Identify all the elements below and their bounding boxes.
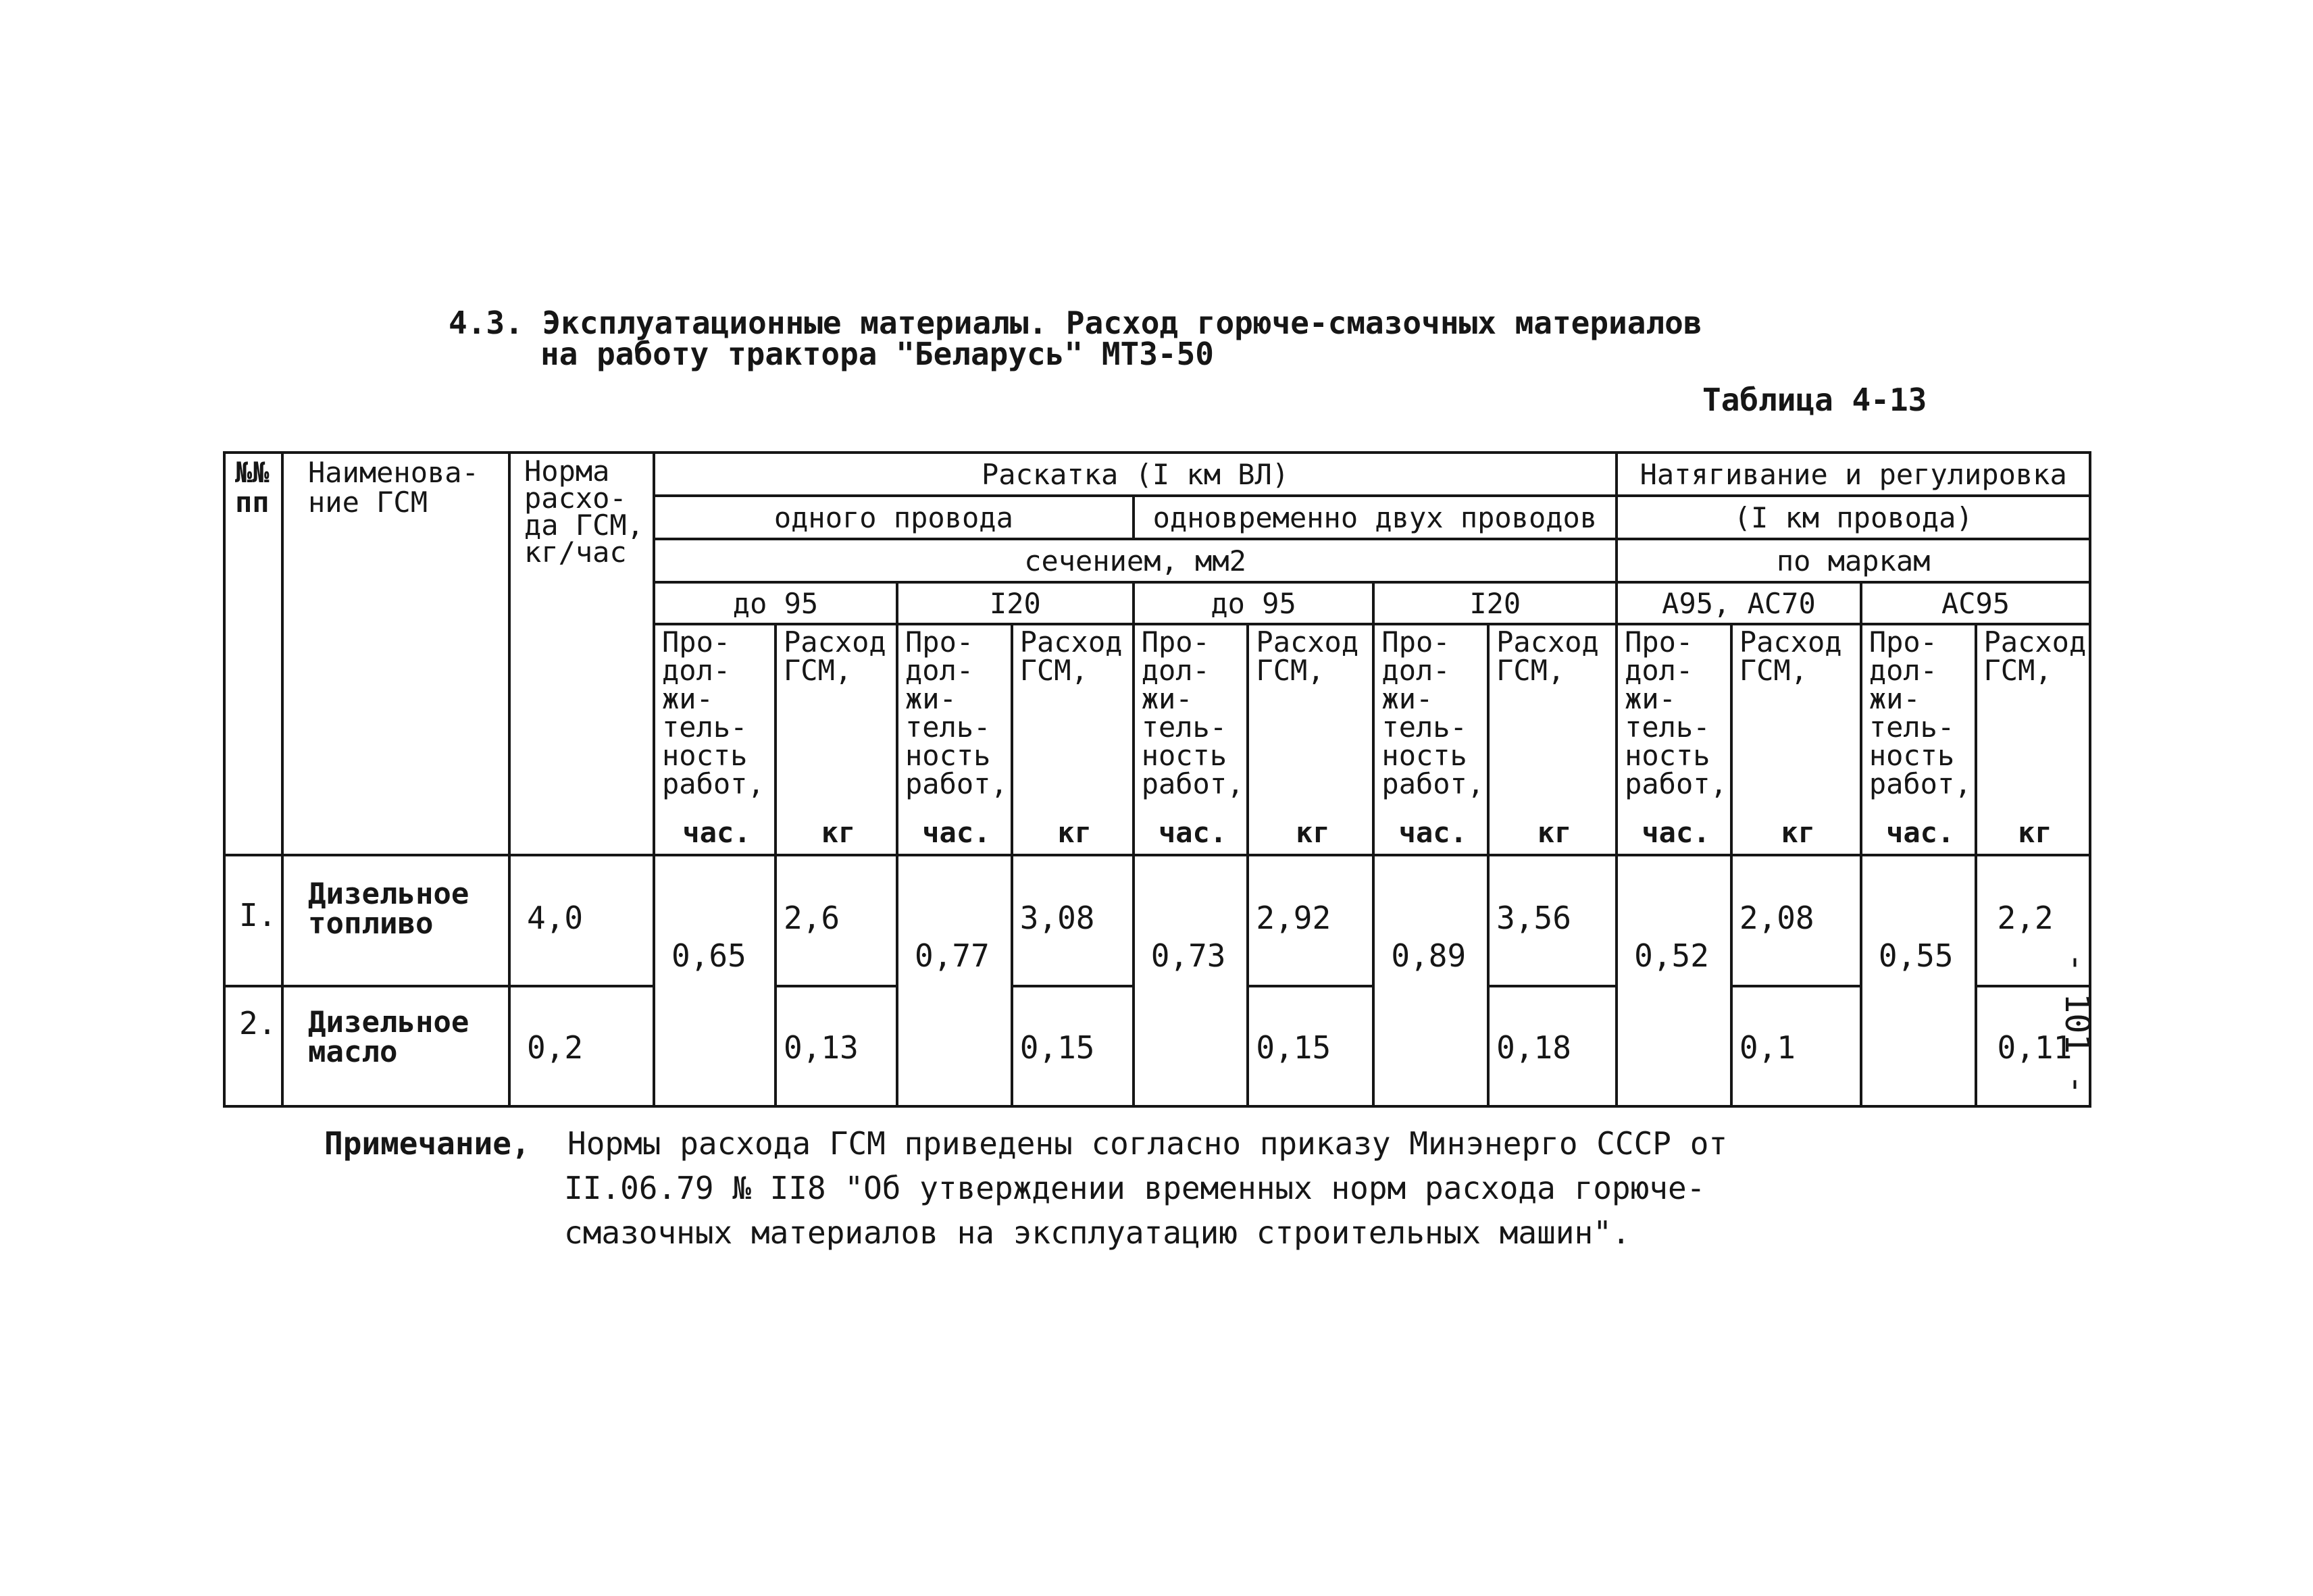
row-num: I. (224, 855, 282, 986)
header-brand-2: АС95 (1861, 582, 2090, 624)
row-norm: 0,2 (509, 986, 654, 1106)
header-consumption: Расход ГСМ, кг (1731, 624, 1861, 855)
note-line-3: смазочных материалов на эксплуатацию строительных машин". (564, 1214, 1631, 1251)
header-duration: Про- дол- жи- тель- ность работ, час. (1617, 624, 1731, 855)
header-consumption: Расход ГСМ, кг (1248, 624, 1373, 855)
header-name: Наименова- ние ГСМ (282, 453, 509, 855)
header-size-2: I20 (897, 582, 1134, 624)
consumption-value: 0,15 (1012, 986, 1134, 1106)
consumption-value: 0,15 (1248, 986, 1373, 1106)
consumption-value: 2,92 (1248, 855, 1373, 986)
header-consumption: Расход ГСМ, кг (1488, 624, 1617, 855)
note-line-1: Нормы расхода ГСМ приведены согласно приказу Минэнерго СССР от (567, 1125, 1728, 1162)
header-duration: Про- дол- жи- тель- ность работ, час. (654, 624, 776, 855)
title-line-1: Эксплуатационные материалы. Расход горюче-смазочных материалов (542, 305, 1702, 341)
header-size-1: до 95 (654, 582, 897, 624)
header-brands: по маркам (1617, 539, 2090, 582)
row-name: Дизельное топливо (282, 855, 509, 986)
section-title (449, 305, 1702, 372)
consumption-value: 3,08 (1012, 855, 1134, 986)
row-name: Дизельное масло (282, 986, 509, 1106)
note-label: Примечание, (324, 1125, 530, 1162)
header-size-3: до 95 (1134, 582, 1374, 624)
row-norm: 4,0 (509, 855, 654, 986)
consumption-value: 0,13 (776, 986, 897, 1106)
row-num: 2. (224, 986, 282, 1106)
footnote (324, 1121, 1727, 1255)
header-duration: Про- дол- жи- тель- ность работ, час. (897, 624, 1012, 855)
header-one-wire: одного провода (654, 496, 1134, 539)
header-brand-1: А95, АС70 (1617, 582, 1861, 624)
header-num: №№ пп (224, 453, 282, 855)
header-consumption: Расход ГСМ, кг (1012, 624, 1134, 855)
section-number: 4.3. (449, 305, 524, 341)
header-duration: Про- дол- жи- тель- ность работ, час. (1134, 624, 1248, 855)
consumption-value: 3,56 (1488, 855, 1617, 986)
consumption-table (223, 451, 2091, 1108)
table-row (224, 855, 2090, 986)
consumption-value: 2,2 (1976, 855, 2091, 986)
consumption-value: 2,6 (776, 855, 897, 986)
title-line-2: на работу трактора "Беларусь" МТЗ-50 (540, 336, 1214, 372)
duration-value: 0,65 (654, 855, 776, 1106)
header-per-km: (I км провода) (1617, 496, 2090, 539)
consumption-value: 0,18 (1488, 986, 1617, 1106)
header-duration: Про- дол- жи- тель- ность работ, час. (1861, 624, 1976, 855)
page-number: - 101 - (2058, 952, 2097, 1095)
table-label: Таблица 4-13 (1702, 382, 1927, 418)
duration-value: 0,73 (1134, 855, 1248, 1106)
note-line-2: II.06.79 № II8 "Об утверждении временных норм расхода горюче- (564, 1170, 1706, 1206)
header-duration: Про- дол- жи- тель- ность работ, час. (1373, 624, 1488, 855)
header-consumption: Расход ГСМ, кг (776, 624, 897, 855)
header-section: сечением, мм2 (654, 539, 1617, 582)
header-size-4: I20 (1373, 582, 1617, 624)
header-raskatka: Раскатка (I км ВЛ) (654, 453, 1617, 496)
consumption-value: 2,08 (1731, 855, 1861, 986)
duration-value: 0,52 (1617, 855, 1731, 1106)
header-norm: Норма расхо- да ГСМ, кг/час (509, 453, 654, 855)
header-two-wires: одновременно двух проводов (1134, 496, 1617, 539)
duration-value: 0,77 (897, 855, 1012, 1106)
duration-value: 0,55 (1861, 855, 1976, 1106)
consumption-value: 0,11 (1976, 986, 2091, 1106)
duration-value: 0,89 (1373, 855, 1488, 1106)
header-consumption: Расход ГСМ, кг (1976, 624, 2091, 855)
header-natyag: Натягивание и регулировка (1617, 453, 2090, 496)
consumption-value: 0,1 (1731, 986, 1861, 1106)
